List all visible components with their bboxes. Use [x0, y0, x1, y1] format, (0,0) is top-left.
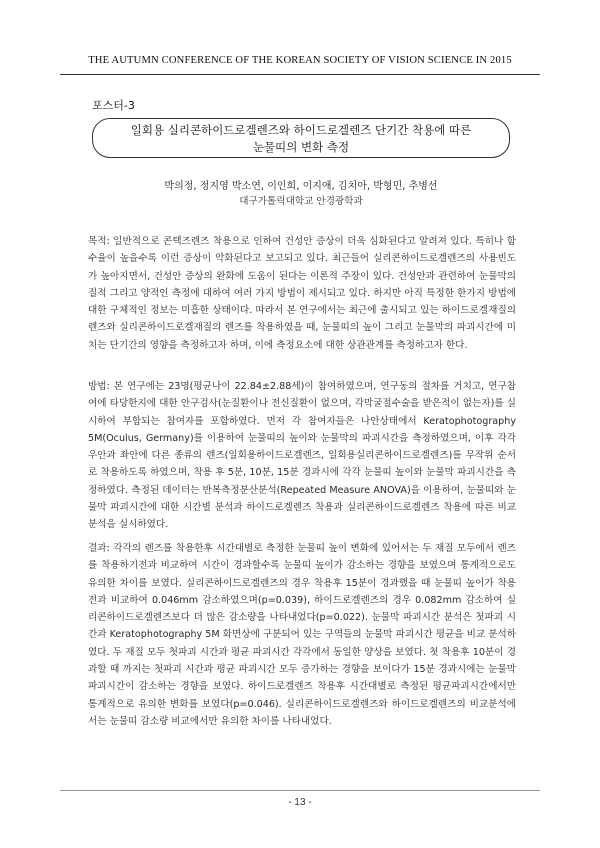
- section-result: 결과: 각각의 렌즈를 착용한후 시간대별로 측정한 눈물띠 높이 변화에 있어서는 두 재질 모두에서 렌즈를 착용하기전과 비교하여 시간이 경과할수록 눈물띠 높이가 감소하는 경향을 보였으며 통계적으로도 유의한 차이를 보였다. 실리콘하이드로겔렌즈의 경우 착용후 15분이 경과했을 때 눈물띠 높이가 착용전과 비교하여 0.046mm 감소하였으며(p=0.039), 하이드로겔렌즈의 경우 0.082mm 감소하여 실리콘하이드로겔렌즈보다 더 많은 감소량을 나타내었다(p=0.022). 눈물막 파괴시간 분석은 첫파괴 시간과 Keratophotography 5M 화면상에 구분되어 있는 구역들의 눈물막 파괴시간 평균을 비교 분석하였다. 두 재질 모두 첫파괴 시간과 평균 파괴시간 각각에서 동일한 양상을 보였다. 첫 착용후 10분이 경과할 때 까지는 첫파괴 시간과 평균 파괴시간 모두 증가하는 경향을 보이다가 15분 경과시에는 눈물막 파괴시간이 감소하는 경향을 보였다. 하이드로겔렌즈 착용후 시간대별로 측정된 평균파괴시간에서만 통계적으로 유의한 변화를 보였다(p=0.046). 실리콘하이드로겔렌즈와 하이드로겔렌즈의 비교분석에서는 눈물띠 감소량 비교에서만 유의한 차이를 나타내었다.: [88, 543, 516, 727]
- affiliation: 대구가톨릭대학교 안경광학과: [239, 196, 363, 207]
- author-list: 박의정, 정지영 박소연, 이인희, 이지애, 김치아, 박형민, 추병선: [164, 181, 438, 192]
- page-number: - 13 -: [288, 797, 312, 808]
- section-purpose: 목적: 일반적으로 콘택즈렌즈 착용으로 인하여 건성안 증상이 더욱 심화된다고 알려져 있다. 특히나 함수율이 높을수록 이런 증상이 악화된다고 보고되고 있다. 최근들어 실리콘하이드로겔렌즈의 사용빈도가 높아지면서, 건성안 증상의 완화에 도움이 된다는 이론적 주장이 있다. 건성안과 관련하여 눈물막의 질적 그리고 양적인 측정에 대하여 여러 가지 방법이 제시되고 있다. 하지만 아직 특정한 한가지 방법에 대한 구체적인 정보는 미흡한 상태이다. 따라서 본 연구에서는 최근에 출시되고 있는 하이드로겔재질의 렌즈와 실리콘하이드로겔재질의 렌즈를 착용하였을 때, 눈물띠의 높이 그리고 눈물막의 파괴시간에 미치는 단기간의 영향을 측정하고자 하며, 이에 측정요소에 대한 상관관계를 측정하고자 한다.: [88, 236, 516, 351]
- title-box: [92, 118, 510, 158]
- title-line-1: 일회용 실리콘하이드로겔렌즈와 하이드로겔렌즈 단기간 착용에 따른: [130, 123, 472, 137]
- footer-divider: [60, 790, 540, 791]
- title-line-2: 눈물띠의 변화 측정: [252, 140, 350, 154]
- poster-label: 포스터-3: [92, 99, 135, 112]
- section-method: 방법: 본 연구에는 23명(평균나이 22.84±2.88세)이 참여하였으며, 연구동의 절차를 거치고, 연구참여에 타당한지에 대한 안구검사(눈질환이나 전신질환이 없으며, 각막굴절수술을 받은적이 없는자)를 실시하여 부합되는 참여자를 포함하였다. 먼저 각 참여자들은 나안상태에서 Keratophotography 5M(Oculus, Germany)를 이용하여 눈물띠의 높이와 눈물막의 파괴시간을 측정하였으며, 이후 각각 우안과 좌안에 다른 종류의 렌즈(일회용하이드로겔렌즈, 일회용실리콘하이드로겔렌즈)를 무작위 순서로 착용하도록 하였으며, 착용 후 5분, 10분, 15분 경과시에 각각 눈물띠 높이와 눈물막 파괴시간을 측정하였다. 측정된 데이터는 반복측정분산분석(Repeated Measure ANOVA)을 이용하여, 눈물띠와 눈물막 파괴시간에 대한 시간별 분석과 하이드로겔렌즈 착용과 실리콘하이드로겔렌즈 착용에 따른 비교분석을 실시하였다.: [88, 381, 516, 531]
- header-divider: [60, 74, 540, 75]
- conference-header: THE AUTUMN CONFERENCE OF THE KOREAN SOCIETY OF VISION SCIENCE IN 2015: [88, 55, 512, 66]
